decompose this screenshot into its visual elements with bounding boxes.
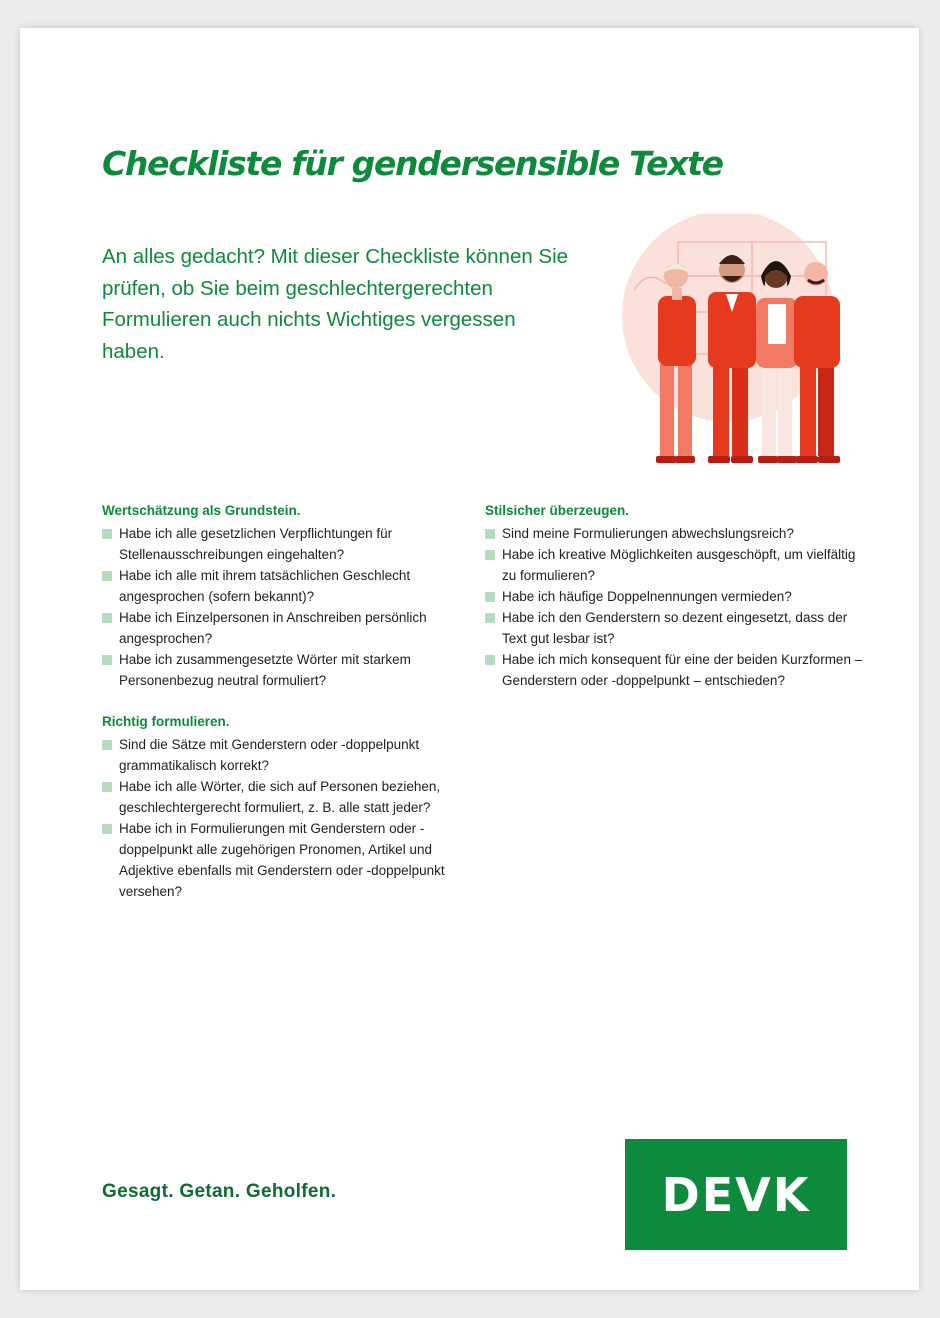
checklist-item-text: Habe ich kreative Möglichkeiten ausgeschöpft, um vielfältig zu formulieren? — [502, 547, 856, 583]
checkbox-icon — [485, 529, 495, 539]
checklist-item — [102, 523, 482, 565]
checklist-item — [102, 649, 482, 691]
section-richtig-formulieren — [102, 711, 482, 902]
checklist-item — [485, 586, 865, 607]
logo-text: DEVK — [661, 1167, 811, 1222]
checkbox-icon — [102, 529, 112, 539]
checklist-item — [102, 607, 482, 649]
section-title: Stilsicher überzeugen. — [485, 503, 630, 518]
checklist-item-text: Habe ich Einzelpersonen in Anschreiben persönlich angesprochen? — [119, 610, 427, 646]
checklist-item-text: Habe ich alle gesetzlichen Verpflichtungen für Stellenausschreibungen eingehalten? — [119, 526, 393, 562]
team-illustration-icon — [612, 214, 852, 472]
checklist-item-text: Habe ich zusammengesetzte Wörter mit starkem Personenbezug neutral formuliert? — [119, 652, 411, 688]
checkbox-icon — [485, 550, 495, 560]
checklist-item-text: Sind meine Formulierungen abwechslungsreich? — [502, 526, 794, 541]
checklist-right-column — [485, 500, 865, 711]
checklist-item — [102, 818, 482, 902]
checkbox-icon — [102, 571, 112, 581]
checklist-item — [102, 776, 482, 818]
checklist-item — [485, 649, 865, 691]
checklist-item-text: Sind die Sätze mit Genderstern oder -doppelpunkt grammatikalisch korrekt? — [119, 737, 420, 773]
checkbox-icon — [102, 655, 112, 665]
checklist-item-text: Habe ich alle mit ihrem tatsächlichen Geschlecht angesprochen (sofern bekannt)? — [119, 568, 411, 604]
checklist-item — [102, 734, 482, 776]
section-wertschaetzung — [102, 500, 482, 691]
checkbox-icon — [102, 782, 112, 792]
document-page — [20, 28, 919, 1290]
page-title: Checkliste für gendersensible Texte — [102, 144, 723, 183]
checklist-item-text: Habe ich häufige Doppelnennungen vermieden? — [502, 589, 792, 604]
slogan: Gesagt. Getan. Geholfen. — [102, 1181, 337, 1202]
checkbox-icon — [102, 613, 112, 623]
section-stilsicher — [485, 500, 865, 691]
checklist-item-text: Habe ich in Formulierungen mit Genderstern oder -doppelpunkt alle zugehörigen Pronomen, Artikel und Adjektive ebenfalls mit Genderstern oder -doppelpunkt versehen? — [119, 821, 445, 899]
section-title: Wertschätzung als Grundstein. — [102, 503, 301, 518]
checklist-item-text: Habe ich mich konsequent für eine der beiden Kurzformen – Genderstern oder -doppelpunkt – entschieden? — [502, 652, 863, 688]
checklist-item — [485, 544, 865, 586]
checkbox-icon — [485, 592, 495, 602]
checklist-left-column — [102, 500, 482, 922]
checkbox-icon — [485, 613, 495, 623]
checklist-item — [485, 523, 865, 544]
checklist-item — [102, 565, 482, 607]
checklist-item-text: Habe ich den Genderstern so dezent eingesetzt, dass der Text gut lesbar ist? — [502, 610, 848, 646]
checkbox-icon — [102, 824, 112, 834]
checklist-item — [485, 607, 865, 649]
checkbox-icon — [485, 655, 495, 665]
intro-text: An alles gedacht? Mit dieser Checkliste können Sie prüfen, ob Sie beim geschlechtergerechten Formulieren auch nichts Wichtiges vergessen haben. — [102, 245, 569, 363]
checklist-item-text: Habe ich alle Wörter, die sich auf Personen beziehen, geschlechtergerecht formuliert, z. B. alle statt jeder? — [119, 779, 441, 815]
section-title: Richtig formulieren. — [102, 714, 230, 729]
devk-logo — [625, 1139, 847, 1250]
checkbox-icon — [102, 740, 112, 750]
